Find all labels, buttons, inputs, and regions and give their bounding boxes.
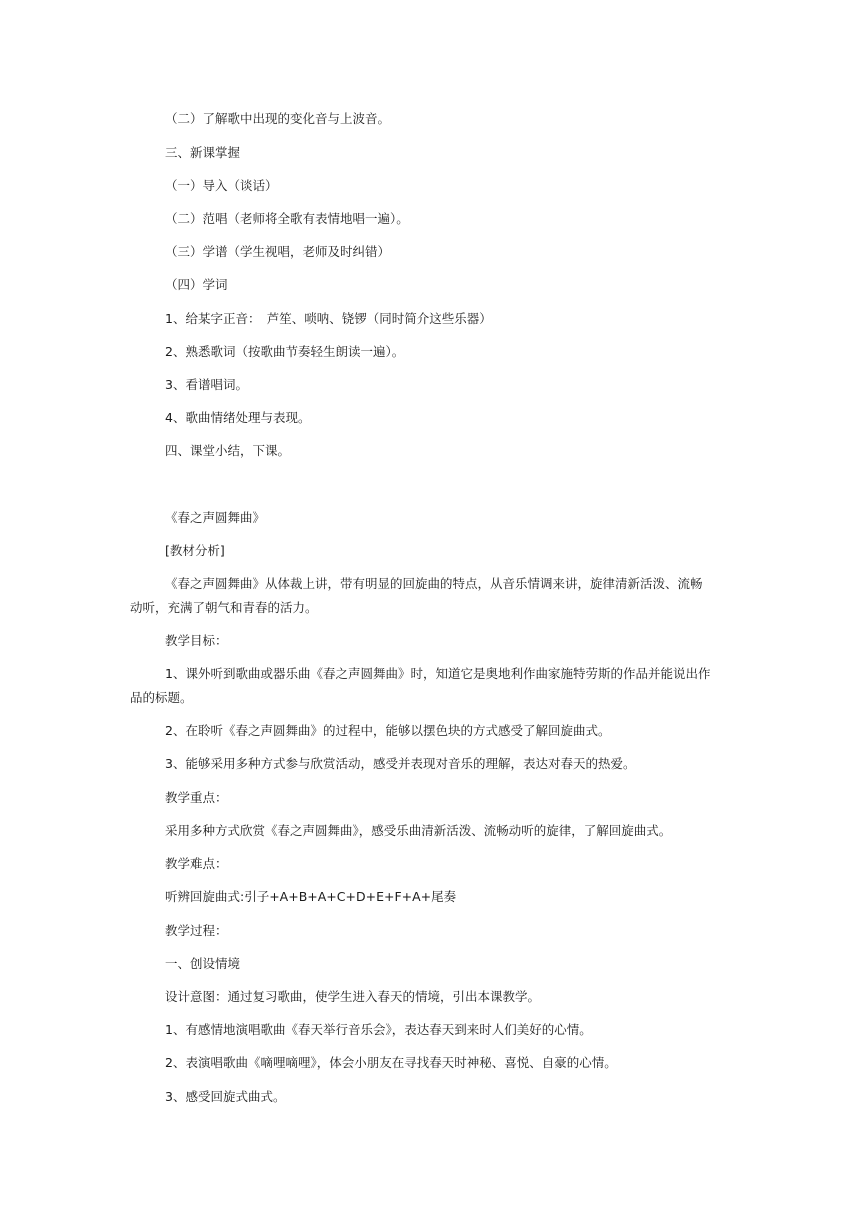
text-line: 4、歌曲情绪处理与表现。 — [165, 410, 311, 425]
text-line: （二）范唱（老师将全歌有表情地唱一遍）。 — [165, 211, 409, 226]
design-intent: 设计意图：通过复习歌曲，使学生进入春天的情境，引出本课教学。 — [165, 989, 541, 1004]
text-line: 3、看谱唱词。 — [165, 377, 248, 392]
lesson-title: 《春之声圆舞曲》 — [165, 510, 266, 525]
difficulty-text: 听辨回旋曲式:引子+A+B+A+C+D+E+F+A+尾奏 — [165, 889, 457, 904]
analysis-heading: [教材分析] — [165, 543, 225, 558]
text-line: （一）导入（谈话） — [165, 178, 278, 193]
process-item: 1、有感情地演唱歌曲《春天举行音乐会》，表达春天到来时人们美好的心情。 — [165, 1022, 592, 1037]
analysis-line: 动听，充满了朝气和青春的活力。 — [130, 600, 318, 615]
section-heading: 四、课堂小结，下课。 — [165, 443, 291, 458]
step-heading: 一、创设情境 — [165, 956, 241, 971]
goal-line: 品的标题。 — [130, 690, 193, 705]
analysis-paragraph — [130, 576, 730, 616]
analysis-line: 《春之声圆舞曲》从体裁上讲，带有明显的回旋曲的特点，从音乐情调来讲，旋律清新活泼、流畅 — [165, 576, 703, 591]
goal-paragraph — [130, 666, 730, 706]
text-line: （三）学谱（学生视唱，老师及时纠错） — [165, 244, 391, 259]
text-line: 1、给某字正音： 芦笙、唢呐、铙锣（同时简介这些乐器） — [165, 311, 492, 326]
text-line: （二）了解歌中出现的变化音与上波音。 — [165, 111, 391, 126]
process-item: 3、感受回旋式曲式。 — [165, 1089, 286, 1104]
text-line: （四）学词 — [165, 277, 228, 292]
goal-item: 3、能够采用多种方式参与欣赏活动，感受并表现对音乐的理解，表达对春天的热爱。 — [165, 756, 636, 771]
process-heading: 教学过程： — [165, 923, 228, 938]
difficulty-heading: 教学难点： — [165, 856, 228, 871]
focus-heading: 教学重点： — [165, 790, 228, 805]
goal-item: 2、在聆听《春之声圆舞曲》的过程中，能够以摆色块的方式感受了解回旋曲式。 — [165, 723, 611, 738]
focus-text: 采用多种方式欣赏《春之声圆舞曲》，感受乐曲清新活泼、流畅动听的旋律，了解回旋曲式。 — [165, 823, 672, 838]
goal-line: 1、课外听到歌曲或器乐曲《春之声圆舞曲》时，知道它是奥地利作曲家施特劳斯的作品并能说出作 — [165, 666, 711, 681]
section-heading: 三、新课掌握 — [165, 145, 241, 160]
process-item: 2、表演唱歌曲《嘀哩嘀哩》，体会小朋友在寻找春天时神秘、喜悦、自豪的心情。 — [165, 1055, 617, 1070]
goals-heading: 教学目标： — [165, 633, 228, 648]
text-line: 2、熟悉歌词（按歌曲节奏轻生朗读一遍）。 — [165, 344, 405, 359]
